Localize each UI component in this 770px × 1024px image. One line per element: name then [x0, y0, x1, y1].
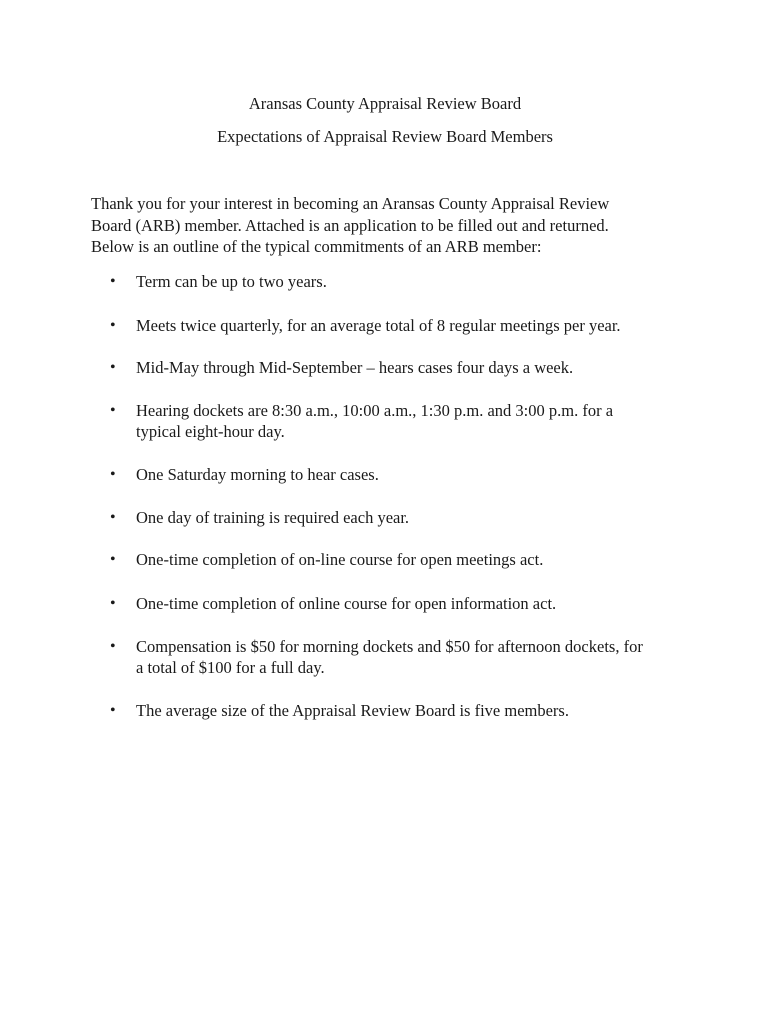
bullet-icon: •	[110, 317, 116, 334]
list-item-text	[136, 593, 696, 614]
list-item-text	[136, 464, 696, 485]
list-item-line: a total of $100 for a full day.	[136, 658, 325, 677]
bullet-icon: •	[110, 638, 116, 655]
list-item-line: Meets twice quarterly, for an average total of 8 regular meetings per year.	[136, 316, 621, 335]
list-item-text	[136, 357, 696, 378]
list-item-line: Mid-May through Mid-September – hears cases four days a week.	[136, 358, 574, 377]
list-item-line: One Saturday morning to hear cases.	[136, 465, 379, 484]
list-item-line: Compensation is $50 for morning dockets and $50 for afternoon dockets, for	[136, 637, 643, 656]
bullet-icon: •	[110, 402, 116, 419]
intro-paragraph	[91, 193, 671, 258]
list-item-line: One-time completion of on-line course for open meetings act.	[136, 550, 544, 569]
bullet-icon: •	[110, 466, 116, 483]
intro-line: Below is an outline of the typical commitments of an ARB member:	[91, 237, 542, 257]
list-item-text	[136, 400, 696, 442]
bullet-icon: •	[110, 702, 116, 719]
document-subtitle: Expectations of Appraisal Review Board Members	[217, 127, 553, 146]
bullet-icon: •	[110, 273, 116, 290]
list-item-text	[136, 315, 696, 336]
bullet-icon: •	[110, 359, 116, 376]
list-item-line: Term can be up to two years.	[136, 272, 327, 291]
list-item-line: One day of training is required each year.	[136, 508, 410, 527]
intro-line: Thank you for your interest in becoming an Aransas County Appraisal Review	[91, 194, 610, 213]
bullet-icon: •	[110, 551, 116, 568]
bullet-icon: •	[110, 509, 116, 526]
list-item-line: The average size of the Appraisal Review Board is five members.	[136, 701, 569, 720]
list-item-text	[136, 636, 696, 678]
list-item-text	[136, 507, 696, 528]
list-item-text	[136, 271, 696, 292]
document-title: Aransas County Appraisal Review Board	[248, 94, 522, 113]
intro-line: Board (ARB) member. Attached is an application to be filled out and returned.	[91, 215, 609, 235]
list-item-line: typical eight-hour day.	[136, 422, 285, 441]
list-item-line: Hearing dockets are 8:30 a.m., 10:00 a.m., 1:30 p.m. and 3:00 p.m. for a	[136, 401, 614, 420]
list-item-line: One-time completion of online course for open information act.	[136, 594, 557, 613]
list-item-text	[136, 549, 696, 570]
bullet-icon: •	[110, 595, 116, 612]
list-item-text	[136, 700, 696, 721]
